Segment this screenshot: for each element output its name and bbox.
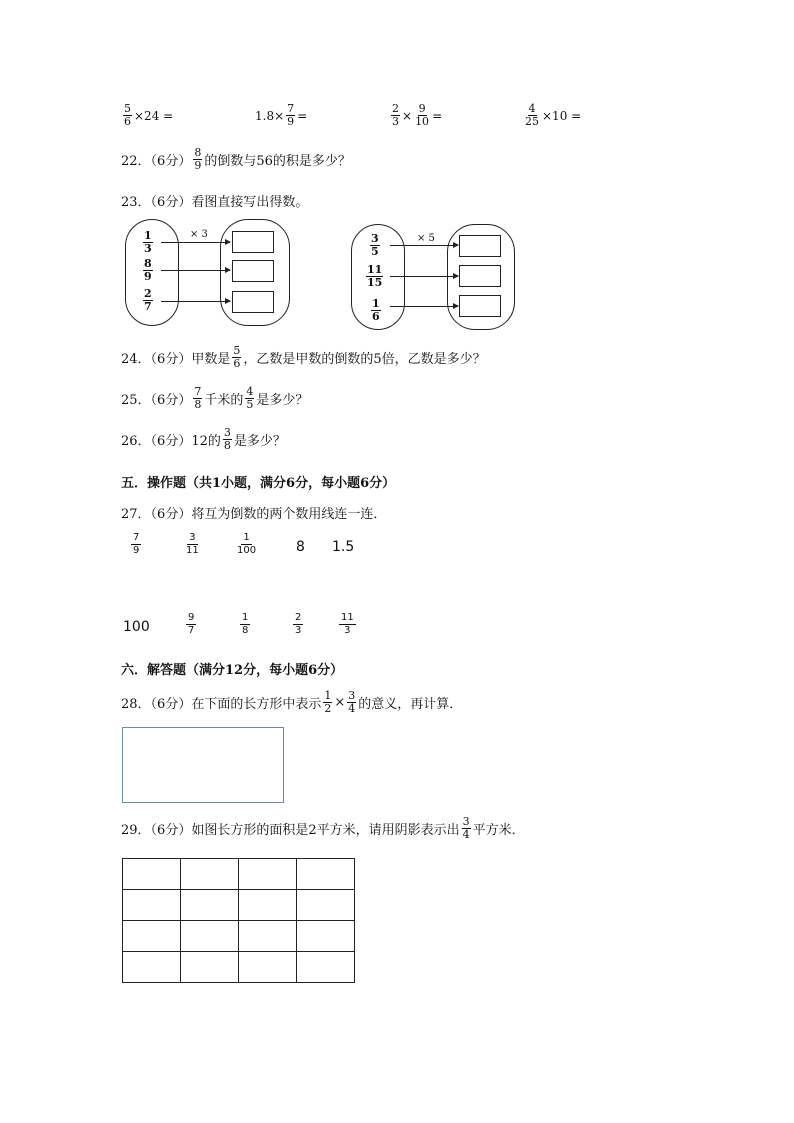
calc-item-4: $\frac{4}{25}$ ×10 =: [525, 102, 582, 128]
question-25: 25．（6分） $\frac{7}{8}$ 千米的 $\frac{4}{5}$ 是多少？: [121, 385, 309, 411]
question-29: 29．（6分）如图长方形的面积是2平方米，请用阴影表示出 $\frac{3}{4}$ 平方米．: [121, 815, 525, 841]
grid-cell[interactable]: [239, 921, 297, 952]
section-5-heading: 五．操作题（共1小题，满分6分，每小题6分）: [121, 476, 396, 491]
question-26: 26．（6分）12的 $\frac{3}{8}$ 是多少？: [121, 426, 286, 452]
right-fraction-2: 11 15: [367, 263, 383, 289]
calc-item-1: $\frac{5}{6}$ ×24 =: [124, 102, 174, 128]
grid-cell[interactable]: [297, 952, 355, 983]
grid-cell[interactable]: [181, 859, 239, 890]
grid-cell[interactable]: [123, 952, 181, 983]
right-fraction-1: 3 5: [371, 232, 379, 258]
grid-cell[interactable]: [297, 890, 355, 921]
grid-cell[interactable]: [297, 921, 355, 952]
grid-cell[interactable]: [239, 890, 297, 921]
q27-bottom-fraction-3[interactable]: 2 3: [295, 612, 302, 636]
right-operation-label: × 5: [417, 233, 435, 244]
right-arrow-2: [390, 276, 458, 277]
right-fraction-3: 1 6: [372, 297, 380, 323]
q27-bottom-number-1[interactable]: 100: [123, 619, 150, 635]
q27-top-fraction-2[interactable]: 3 11: [186, 532, 199, 556]
right-answer-box-2[interactable]: [459, 265, 501, 287]
q27-top-number-1[interactable]: 8: [296, 539, 305, 555]
left-answer-box-2[interactable]: [232, 260, 274, 282]
question-28: 28．（6分）在下面的长方形中表示 $\frac{1}{2}$ × $\frac{3}{4}$ 的意义，再计算．: [121, 689, 463, 715]
q27-bottom-fraction-1[interactable]: 9 7: [188, 612, 195, 636]
left-fraction-1: 1 3: [144, 229, 152, 255]
grid-cell[interactable]: [181, 921, 239, 952]
left-fraction-2: 8 9: [144, 257, 152, 283]
question-24: 24．（6分）甲数是 $\frac{5}{6}$ ，乙数是甲数的倒数的5倍，乙数是多少？: [121, 344, 486, 370]
grid-cell[interactable]: [239, 859, 297, 890]
q28-rectangle[interactable]: [122, 727, 284, 803]
grid-cell[interactable]: [181, 952, 239, 983]
question-27: 27．（6分）将互为倒数的两个数用线连一连．: [121, 507, 387, 522]
grid-cell[interactable]: [123, 859, 181, 890]
left-answer-box-1[interactable]: [232, 231, 274, 253]
left-operation-label: × 3: [190, 229, 208, 240]
q27-top-fraction-3[interactable]: 1 100: [237, 532, 257, 556]
left-arrow-3: [161, 301, 230, 302]
q27-bottom-fraction-4[interactable]: 11 3: [341, 612, 354, 636]
right-answer-box-1[interactable]: [459, 235, 501, 257]
right-arrow-3: [390, 306, 458, 307]
right-answer-box-3[interactable]: [459, 295, 501, 317]
left-arrow-1: [161, 242, 230, 243]
question-22: 22．（6分） $\frac{8}{9}$ 的倒数与56的积是多少？: [121, 146, 351, 172]
q27-top-number-2[interactable]: 1.5: [332, 539, 355, 555]
q29-grid: [122, 858, 355, 983]
q27-top-fraction-1[interactable]: 7 9: [133, 532, 140, 556]
section-6-heading: 六．解答题（满分12分，每小题6分）: [121, 663, 344, 678]
right-arrow-1: [390, 245, 458, 246]
grid-cell[interactable]: [123, 890, 181, 921]
q27-bottom-fraction-2[interactable]: 1 8: [242, 612, 249, 636]
grid-cell[interactable]: [239, 952, 297, 983]
grid-cell[interactable]: [181, 890, 239, 921]
calc-item-3: $\frac{2}{3}$ × $\frac{9}{10}$ =: [392, 102, 443, 128]
left-arrow-2: [161, 270, 230, 271]
calc-item-2: 1.8× $\frac{7}{9}$ =: [255, 102, 308, 128]
question-23: 23．（6分）看图直接写出得数。: [121, 195, 309, 210]
left-fraction-3: 2 7: [144, 287, 152, 313]
grid-cell[interactable]: [123, 921, 181, 952]
left-answer-box-3[interactable]: [232, 291, 274, 313]
grid-cell[interactable]: [297, 859, 355, 890]
